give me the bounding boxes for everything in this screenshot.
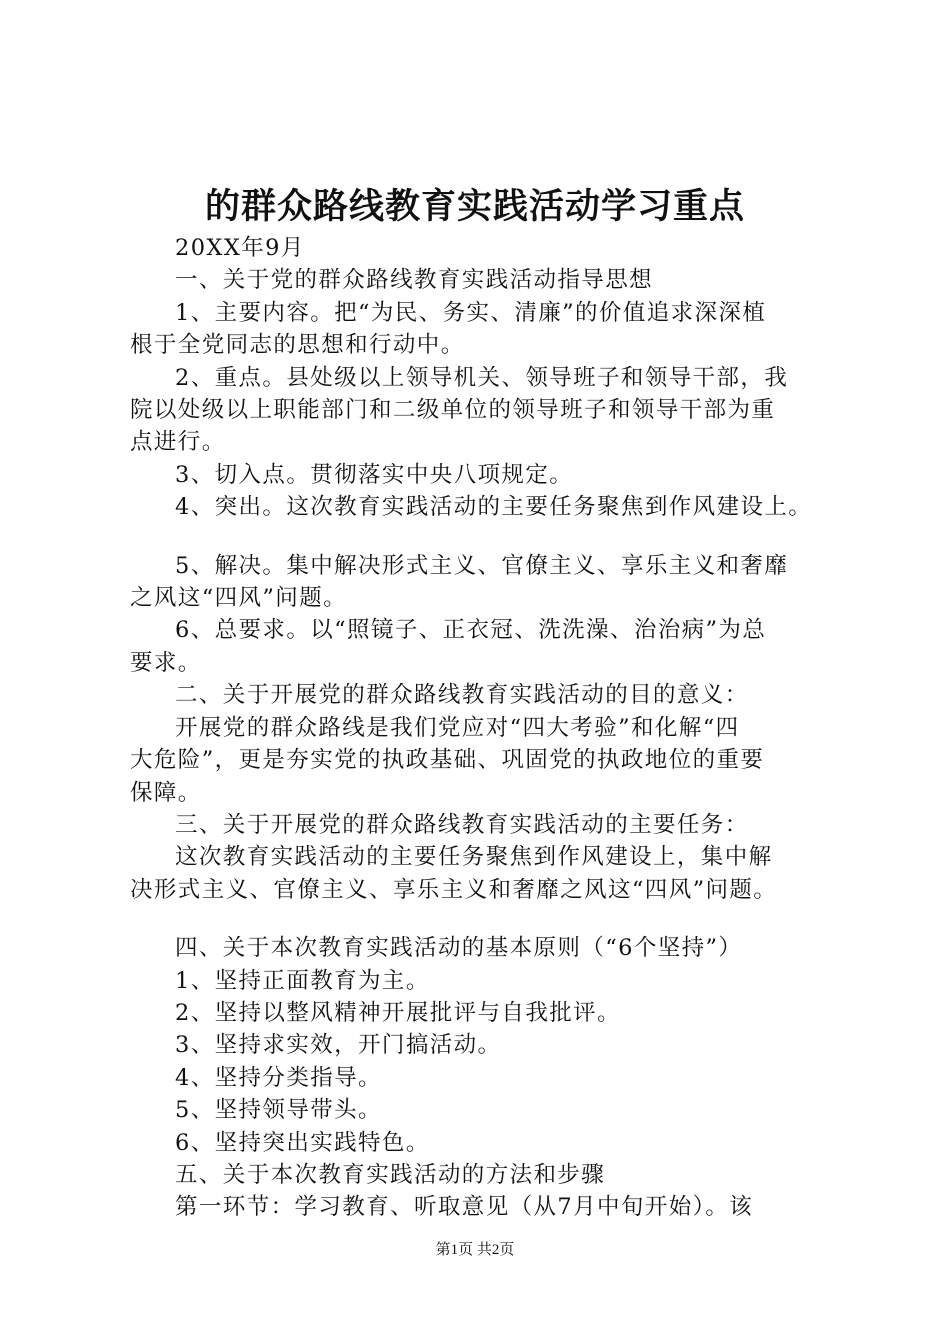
paragraph-line: 3、切入点。贯彻落实中央八项规定。: [175, 461, 574, 488]
paragraph-continuation: 保障。: [130, 779, 202, 806]
list-item: 1、坚持正面教育为主。: [175, 967, 430, 994]
paragraph-gap: [130, 524, 835, 550]
paragraph-continuation: 点进行。: [130, 429, 226, 456]
section-heading-1: 一、关于党的群众路线教育实践活动指导思想: [175, 267, 654, 294]
paragraph-line: 4、突出。这次教育实践活动的主要任务聚焦到作风建设上。: [175, 494, 813, 521]
paragraph-line: 2、重点。县处级以上领导机关、领导班子和领导干部，我: [175, 364, 789, 391]
page-footer: 第1页 共2页: [435, 1242, 515, 1258]
date-line: 20XX年9月: [175, 235, 305, 261]
paragraph-line: 1、主要内容。把“为民、务实、清廉”的价值追求深深植: [175, 299, 767, 326]
paragraph-line: 第一环节：学习教育、听取意见（从7月中旬开始）。该: [175, 1194, 754, 1221]
paragraph-line: 这次教育实践活动的主要任务聚焦到作风建设上，集中解: [175, 844, 773, 871]
list-item: 2、坚持以整风精神开展批评与自我批评。: [175, 999, 621, 1026]
document-title: 的群众路线教育实践活动学习重点: [204, 186, 745, 227]
paragraph-continuation: 根于全党同志的思想和行动中。: [130, 332, 465, 359]
section-heading-4: 四、关于本次教育实践活动的基本原则（“6个坚持”）: [175, 935, 743, 962]
paragraph-continuation: 院以处级以上职能部门和二级单位的领导班子和领导干部为重: [130, 397, 776, 424]
paragraph-continuation: 大危险”，更是夯实党的执政基础、巩固党的执政地位的重要: [130, 747, 765, 774]
section-heading-5: 五、关于本次教育实践活动的方法和步骤: [175, 1161, 606, 1188]
paragraph-line: 6、总要求。以“照镜子、正衣冠、洗洗澡、治治病”为总: [175, 617, 767, 644]
paragraph-line: 开展党的群众路线是我们党应对“四大考验”和化解“四: [175, 714, 740, 741]
paragraph-continuation: 之风这“四风”问题。: [130, 585, 348, 612]
list-item: 6、坚持突出实践特色。: [175, 1129, 430, 1156]
paragraph-continuation: 要求。: [130, 649, 202, 676]
paragraph-continuation: 决形式主义、官僚主义、享乐主义和奢靡之风这“四风”问题。: [130, 876, 778, 903]
section-heading-2: 二、关于开展党的群众路线教育实践活动的目的意义：: [175, 682, 749, 709]
section-heading-3: 三、关于开展党的群众路线教育实践活动的主要任务：: [175, 811, 749, 838]
list-item: 5、坚持领导带头。: [175, 1097, 382, 1124]
list-item: 3、坚持求实效，开门搞活动。: [175, 1032, 502, 1059]
paragraph-gap: [130, 906, 835, 932]
paragraph-line: 5、解决。集中解决形式主义、官僚主义、享乐主义和奢靡: [175, 552, 789, 579]
list-item: 4、坚持分类指导。: [175, 1064, 382, 1091]
document-body: [130, 232, 835, 1224]
